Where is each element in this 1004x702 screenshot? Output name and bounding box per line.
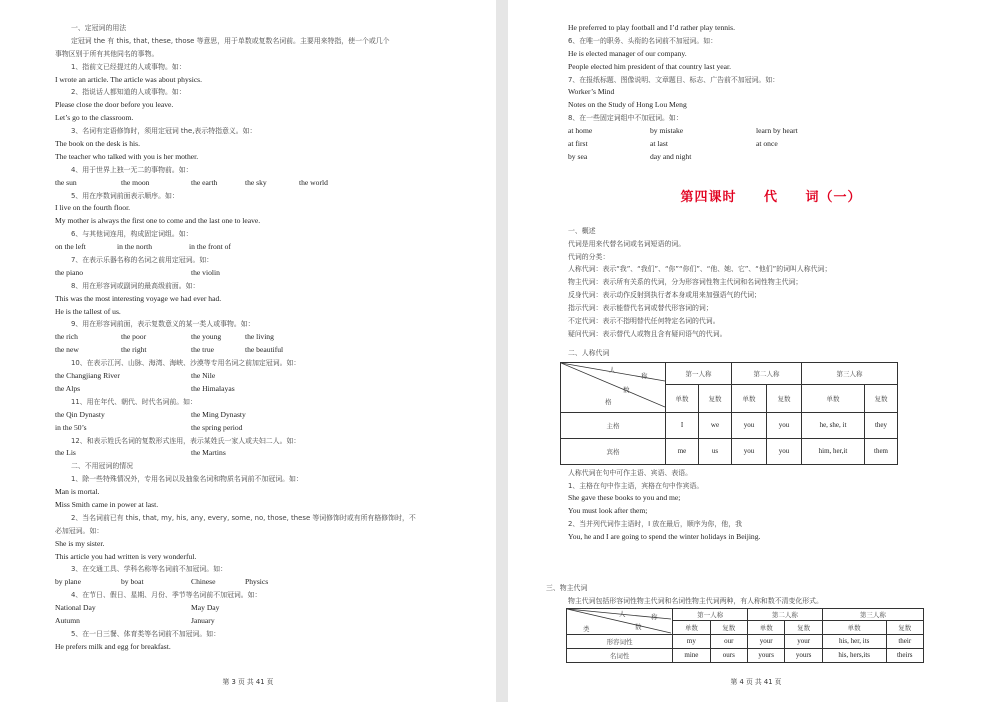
table-row — [567, 648, 924, 662]
example-sentence: The teacher who talked with you is her mother. — [55, 151, 199, 161]
table-cell: me — [666, 438, 699, 464]
table-cell: you — [732, 412, 767, 438]
table-cell: our — [710, 634, 747, 648]
example-term: the Martins — [191, 448, 226, 458]
page-footer-left: 第 3 页 共 41 页 — [222, 678, 274, 686]
text-line: 2、当并列代词作主语时，I 放在最后，顺序为你，他，我 — [568, 520, 742, 529]
text-line: 8、用在形容词或副词的最高级前面。如： — [71, 281, 200, 290]
section-possessive-pronouns: 三、物主代词 — [546, 584, 588, 593]
text-line: 8、在一些固定词组中不加冠词。如： — [568, 114, 683, 123]
example-term: the Himalayas — [191, 383, 235, 393]
example-term: the world — [299, 177, 328, 187]
text-line: 3、名词有定语修饰时，须用定冠词 the,表示特指意义。如： — [71, 127, 257, 136]
left-text-body — [55, 22, 466, 654]
text-line: 指示代词：表示能替代名词或替代形容词的词； — [568, 304, 713, 313]
example-term: on the left — [55, 242, 86, 252]
section-possessive-desc: 物主代词包括形容词性物主代词和名词性物主代词两种，有人称和数不清变化形式。 — [568, 596, 823, 605]
example-row — [568, 125, 974, 138]
text-line: 1、主格在句中作主语，宾格在句中作宾语。 — [568, 481, 704, 490]
table-cell: we — [699, 412, 732, 438]
personal-pronoun-table — [560, 362, 898, 465]
lesson-title-part2: 代 — [763, 189, 778, 205]
example-term: the Lis — [55, 448, 76, 458]
possessive-pronoun-table — [566, 608, 924, 663]
example-sentence: Worker’s Mind — [568, 87, 615, 97]
example-term: the piano — [55, 267, 84, 277]
example-term: Physics — [245, 577, 269, 587]
table-row — [561, 438, 898, 464]
text-line: 2、指说话人都知道的人或事物。如： — [71, 88, 186, 97]
example-sentence: He is the tallest of us. — [55, 306, 121, 316]
table-row — [561, 412, 898, 438]
page-right — [508, 0, 1004, 702]
example-sentence: This was the most interesting voyage we had ever had. — [55, 293, 222, 303]
text-line: 代词的分类： — [568, 252, 610, 261]
header-number: 单数 — [802, 384, 865, 412]
example-row — [55, 331, 466, 344]
text-line: 1、除一些特殊情况外，专用名词以及抽象名词和物质名词前不加冠词。如： — [71, 475, 303, 484]
header-number: 单数 — [748, 620, 785, 634]
example-term: January — [191, 615, 215, 625]
example-term: Autumn — [55, 615, 80, 625]
right-text-usage — [568, 467, 974, 544]
example-sentence: He prefers milk and egg for breakfast. — [55, 641, 171, 651]
lesson-title — [568, 186, 974, 205]
example-sentence: People elected him president of that country last year. — [568, 61, 732, 71]
example-term: by plane — [55, 577, 81, 587]
example-row — [55, 370, 466, 383]
table-cell: him, her,it — [802, 438, 865, 464]
text-line: 人称代词在句中可作主语、宾语、表语。 — [568, 468, 693, 477]
header-number: 复数 — [699, 384, 732, 412]
table-cell: you — [767, 412, 802, 438]
table-row — [567, 634, 924, 648]
table-cell: his, her, its — [822, 634, 886, 648]
example-term: the moon — [121, 177, 150, 187]
example-term: at home — [568, 126, 593, 136]
example-sentence: My mother is always the first one to come and the last one to leave. — [55, 216, 261, 226]
example-term: the spring period — [191, 422, 243, 432]
example-term: the Qin Dynasty — [55, 409, 105, 419]
header-number: 单数 — [822, 620, 886, 634]
corner-label: 类 — [583, 624, 590, 633]
example-term: the beautiful — [245, 345, 284, 355]
text-line: 4、用于世界上独一无二的事物前。如： — [71, 165, 193, 174]
example-term: in the front of — [189, 242, 231, 252]
example-sentence: You must look after them; — [568, 506, 648, 516]
corner-label: 人 — [619, 609, 626, 618]
table-cell: ours — [710, 648, 747, 662]
example-sentence: This article you had written is very wonderful. — [55, 551, 197, 561]
page-left — [0, 0, 496, 702]
header-number: 单数 — [666, 384, 699, 412]
example-term: the new — [55, 345, 79, 355]
table-cell: your — [785, 634, 822, 648]
table-cell: they — [865, 412, 898, 438]
example-row — [568, 151, 974, 164]
right-text-overview — [568, 225, 974, 341]
row-label: 主格 — [561, 412, 666, 438]
lesson-title-part3: 词（一） — [805, 189, 862, 205]
text-line: 必加冠词。如： — [55, 526, 104, 535]
text-line: 6、与其他词连用，构成固定词组。如： — [71, 230, 193, 239]
example-term: the true — [191, 345, 214, 355]
example-sentence: Let’s go to the classroom. — [55, 113, 134, 123]
table-cell: I — [666, 412, 699, 438]
row-label: 宾格 — [561, 438, 666, 464]
text-line: 物主代词：表示所有关系的代词，分为形容词性物主代词和名词性物主代词； — [568, 278, 803, 287]
example-term: by sea — [568, 151, 588, 161]
example-term: the living — [245, 332, 274, 342]
example-term: by mistake — [650, 126, 684, 136]
header-number: 复数 — [886, 620, 923, 634]
text-line: 7、在表示乐器名称的名词之前用定冠词。如： — [71, 256, 214, 265]
table-cell: my — [673, 634, 710, 648]
corner-label: 格 — [605, 397, 612, 406]
table-cell: he, she, it — [802, 412, 865, 438]
example-sentence: Miss Smith came in power at last. — [55, 499, 159, 509]
header-number: 复数 — [865, 384, 898, 412]
text-line: 1、指前文已经提过的人或事物。如： — [71, 62, 186, 71]
table-cell: their — [886, 634, 923, 648]
text-line: 4、在节日、假日、星期、月份、季节等名词前不加冠词。如： — [71, 591, 262, 600]
header-number: 复数 — [767, 384, 802, 412]
corner-label: 称 — [641, 371, 648, 380]
text-line: 定冠词 the 有 this, that, these, those 等意思，用于单数或复数名词前。主要用来特指，使一个或几个 — [71, 36, 390, 45]
section-heading: 一、定冠词的用法 — [71, 24, 127, 32]
example-sentence: You, he and I are going to spend the winter holidays in Beijing. — [568, 532, 761, 542]
text-line: 12、和表示姓氏名词的复数形式连用，表示某姓氏一家人或夫妇二人。如： — [71, 436, 301, 445]
example-term: the poor — [121, 332, 147, 342]
lesson-title-part1: 第四课时 — [680, 189, 737, 205]
page-footer-right: 第 4 页 共 41 页 — [730, 678, 782, 686]
example-term: in the north — [117, 242, 153, 252]
example-term: the Nile — [191, 371, 216, 381]
text-line: 疑问代词：表示替代人或物且含有疑问语气的代词。 — [568, 329, 727, 338]
example-row — [55, 383, 466, 396]
table-cell: yours — [785, 648, 822, 662]
example-row — [55, 422, 466, 435]
section-heading: 一、概述 — [568, 226, 596, 235]
header-person: 第三人称 — [802, 362, 898, 384]
text-line: 2、当名词前已有 this, that, my, his, any, every, some, no, those, these 等词修饰时或有所有格修饰时，不 — [71, 513, 416, 522]
example-sentence: I live on the fourth floor. — [55, 203, 131, 213]
text-line: 11、用在年代、朝代、时代名词前。如： — [71, 397, 197, 406]
header-person: 第三人称 — [822, 608, 923, 620]
header-person: 第一人称 — [673, 608, 748, 620]
right-text-top — [568, 22, 974, 164]
example-term: the rich — [55, 332, 78, 342]
example-term: the violin — [191, 267, 220, 277]
text-line: 人称代词：表示“我”、“我们”、“你”“你们”、“他、她、它”、“他们”的词叫人称代词； — [568, 265, 832, 274]
row-label: 形容词性 — [567, 634, 673, 648]
example-row — [55, 576, 466, 589]
example-sentence: Man is mortal. — [55, 487, 100, 497]
table-cell: his, hers,its — [822, 648, 886, 662]
example-term: by boat — [121, 577, 144, 587]
text-line: 反身代词：表示动作反射到执行者本身或用来加强语气的代词； — [568, 291, 761, 300]
example-sentence: She is my sister. — [55, 538, 105, 548]
example-term: learn by heart — [756, 126, 798, 136]
example-row — [55, 177, 466, 190]
text-line: 10、在表示江河、山脉、海湾、海峡、沙漠等专用名词之前加定冠词。如： — [71, 359, 301, 368]
table-cell: mine — [673, 648, 710, 662]
example-term: the Ming Dynasty — [191, 409, 246, 419]
corner-label: 人 — [609, 365, 616, 374]
example-row — [55, 267, 466, 280]
example-term: day and night — [650, 151, 692, 161]
text-line: 9、用在形容词前面，表示复数意义的某一类人或事物。如： — [71, 320, 255, 329]
example-term: the sun — [55, 177, 77, 187]
text-line: 事物区别于所有其他同名的事物。 — [55, 49, 159, 58]
example-sentence: He is elected manager of our company. — [568, 48, 687, 58]
text-line: 5、在一日三餐、体育类等名词前不加冠词。如： — [71, 629, 221, 638]
example-term: in the 50’s — [55, 422, 87, 432]
text-line: 不定代词：表示不指明替代任何特定名词的代词。 — [568, 317, 720, 326]
example-term: the right — [121, 345, 147, 355]
header-person: 第二人称 — [732, 362, 802, 384]
example-term: the Alps — [55, 383, 81, 393]
example-term: the earth — [191, 177, 218, 187]
header-person: 第一人称 — [666, 362, 732, 384]
text-line: 3、在交通工具、学科名称等名词前不加冠词。如： — [71, 565, 227, 574]
example-sentence: Please close the door before you leave. — [55, 100, 174, 110]
example-sentence: Notes on the Study of Hong Lou Meng — [568, 100, 687, 110]
text-line: 代词是用来代替名词或名词短语的词。 — [568, 239, 686, 248]
row-label: 名词性 — [567, 648, 673, 662]
example-term: the sky — [245, 177, 267, 187]
example-row — [55, 241, 466, 254]
table1-corner-cell — [561, 362, 666, 412]
example-row — [55, 409, 466, 422]
example-term: the young — [191, 332, 222, 342]
example-term: Chinese — [191, 577, 216, 587]
table-cell: your — [748, 634, 785, 648]
table-cell: yours — [748, 648, 785, 662]
header-number: 单数 — [673, 620, 710, 634]
text-line: 5、用在序数词前面表示顺序。如： — [71, 191, 179, 200]
example-sentence: The book on the desk is his. — [55, 139, 140, 149]
example-term: at first — [568, 139, 588, 149]
header-number: 复数 — [785, 620, 822, 634]
text-line: 6、在唯一的职务、头衔的名词前不加冠词。如： — [568, 36, 718, 45]
example-row — [568, 138, 974, 151]
section-personal-pronouns: 二、人称代词 — [568, 348, 610, 357]
example-term: at once — [756, 139, 778, 149]
example-row — [55, 615, 466, 628]
table-cell: them — [865, 438, 898, 464]
example-term: National Day — [55, 603, 96, 613]
header-person: 第二人称 — [748, 608, 823, 620]
example-sentence: I wrote an article. The article was about physics. — [55, 74, 203, 84]
example-sentence: She gave these books to you and me; — [568, 493, 681, 503]
example-sentence: He preferred to play football and I’d rather play tennis. — [568, 23, 735, 32]
table-cell: you — [767, 438, 802, 464]
corner-label: 数 — [623, 385, 630, 394]
example-row — [55, 344, 466, 357]
corner-label: 数 — [635, 622, 642, 631]
example-term: at last — [650, 139, 668, 149]
header-number: 复数 — [710, 620, 747, 634]
example-row — [55, 602, 466, 615]
section-heading: 二、不用冠词的情况 — [71, 462, 134, 471]
example-term: the Changjiang River — [55, 371, 120, 381]
table-cell: theirs — [886, 648, 923, 662]
example-row — [55, 447, 466, 460]
example-term: May Day — [191, 603, 220, 613]
corner-label: 称 — [651, 612, 658, 621]
text-line: 7、在报纸标题、图像说明、文章题目、标志、广告前不加冠词。如： — [568, 75, 780, 84]
table-cell: you — [732, 438, 767, 464]
table-cell: us — [699, 438, 732, 464]
table2-corner-cell — [567, 608, 673, 634]
header-number: 单数 — [732, 384, 767, 412]
